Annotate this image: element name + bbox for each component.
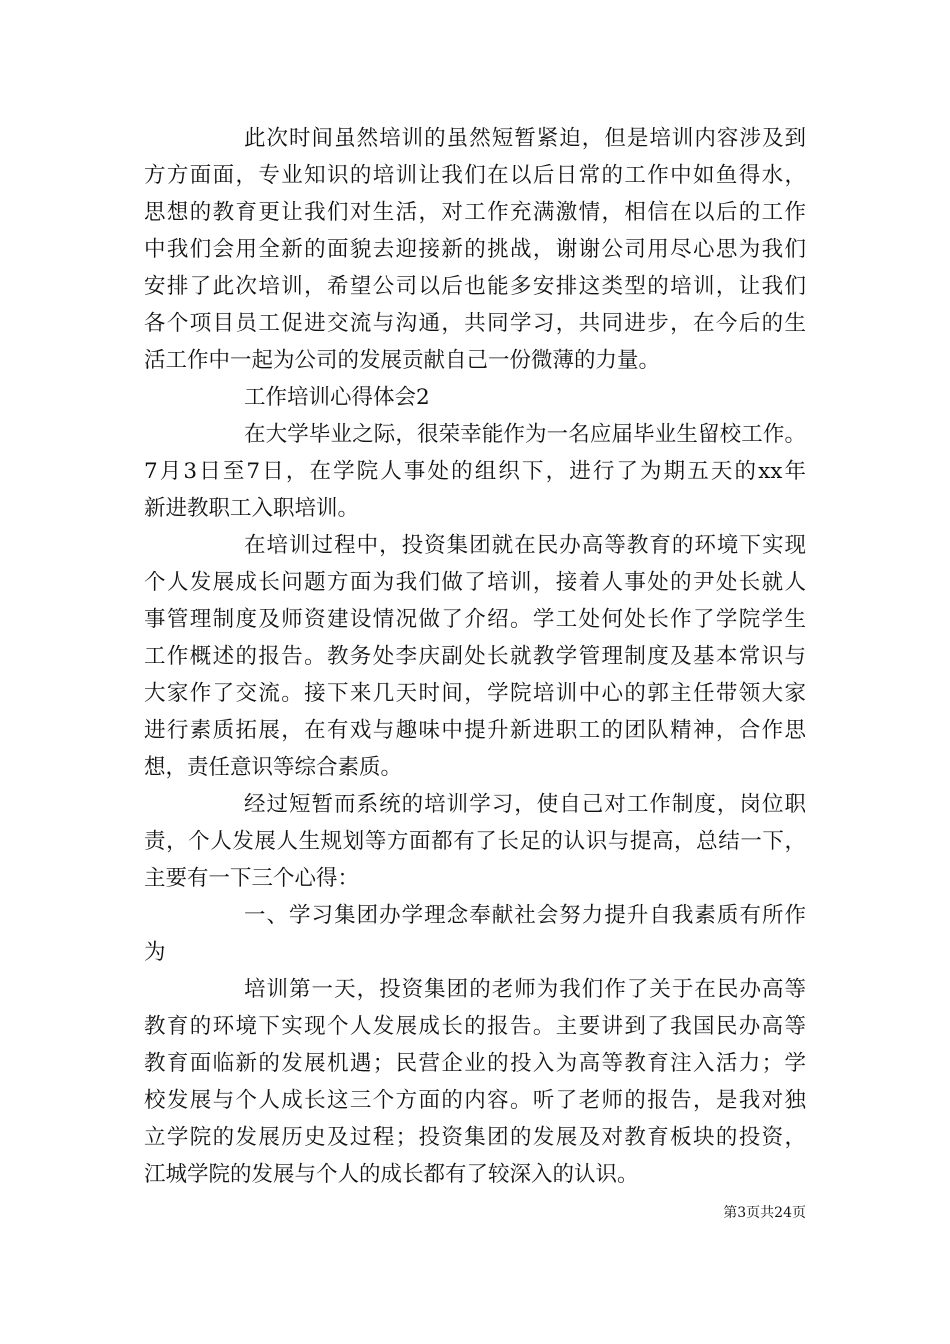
text-line: 立学院的发展历史及过程；投资集团的发展及对教育板块的投资， — [144, 1125, 806, 1150]
text-line: 进行素质拓展，在有戏与趣味中提升新进职工的团队精神，合作思 — [144, 718, 806, 743]
text-line: 7月3日至7日，在学院人事处的组织下，进行了为期五天的xx年 — [144, 459, 806, 484]
text-line: 个人发展成长问题方面为我们做了培训，接着人事处的尹处长就人 — [144, 570, 806, 595]
text-line: 在培训过程中，投资集团就在民办高等教育的环境下实现 — [244, 533, 806, 558]
text-line: 教育面临新的发展机遇；民营企业的投入为高等教育注入活力；学 — [144, 1051, 806, 1076]
paragraph — [144, 416, 806, 527]
paragraph — [144, 120, 806, 379]
section-title — [144, 379, 806, 416]
paragraph — [144, 971, 806, 1193]
text-line: 新进教职工入职培训。 — [144, 496, 360, 521]
paragraph — [144, 527, 806, 786]
text-line: 中我们会用全新的面貌去迎接新的挑战，谢谢公司用尽心思为我们 — [144, 237, 806, 262]
text-line: 想，责任意识等综合素质。 — [144, 755, 403, 780]
paragraph — [144, 786, 806, 897]
text-line: 在大学毕业之际，很荣幸能作为一名应届毕业生留校工作。 — [244, 422, 806, 447]
text-line: 经过短暂而系统的培训学习，使自己对工作制度，岗位职 — [244, 792, 806, 817]
text-line: 工作培训心得体会2 — [244, 385, 430, 410]
text-line: 方方面面，专业知识的培训让我们在以后日常的工作中如鱼得水， — [144, 163, 806, 188]
text-line: 江城学院的发展与个人的成长都有了较深入的认识。 — [144, 1162, 639, 1187]
text-line: 各个项目员工促进交流与沟通，共同学习，共同进步，在今后的生 — [144, 311, 806, 336]
text-line: 校发展与个人成长这三个方面的内容。听了老师的报告，是我对独 — [144, 1088, 806, 1113]
page-number: 第3页共24页 — [723, 1205, 806, 1221]
text-line: 培训第一天，投资集团的老师为我们作了关于在民办高等 — [244, 977, 806, 1002]
text-line: 大家作了交流。接下来几天时间，学院培训中心的郭主任带领大家 — [144, 681, 806, 706]
text-line: 此次时间虽然培训的虽然短暂紧迫，但是培训内容涉及到 — [244, 126, 806, 151]
text-line: 为 — [144, 940, 166, 965]
text-line: 工作概述的报告。教务处李庆副处长就教学管理制度及基本常识与 — [144, 644, 806, 669]
text-line: 安排了此次培训，希望公司以后也能多安排这类型的培训，让我们 — [144, 274, 806, 299]
text-line: 一、学习集团办学理念奉献社会努力提升自我素质有所作 — [244, 903, 806, 928]
text-line: 活工作中一起为公司的发展贡献自己一份微薄的力量。 — [144, 348, 661, 373]
document-body — [144, 120, 806, 1193]
text-line: 教育的环境下实现个人发展成长的报告。主要讲到了我国民办高等 — [144, 1014, 806, 1039]
text-line: 主要有一下三个心得： — [144, 866, 360, 891]
text-line: 责，个人发展人生规划等方面都有了长足的认识与提高，总结一下， — [144, 829, 806, 854]
section-heading — [144, 897, 806, 971]
text-line: 思想的教育更让我们对生活，对工作充满激情，相信在以后的工作 — [144, 200, 806, 225]
text-line: 事管理制度及师资建设情况做了介绍。学工处何处长作了学院学生 — [144, 607, 806, 632]
